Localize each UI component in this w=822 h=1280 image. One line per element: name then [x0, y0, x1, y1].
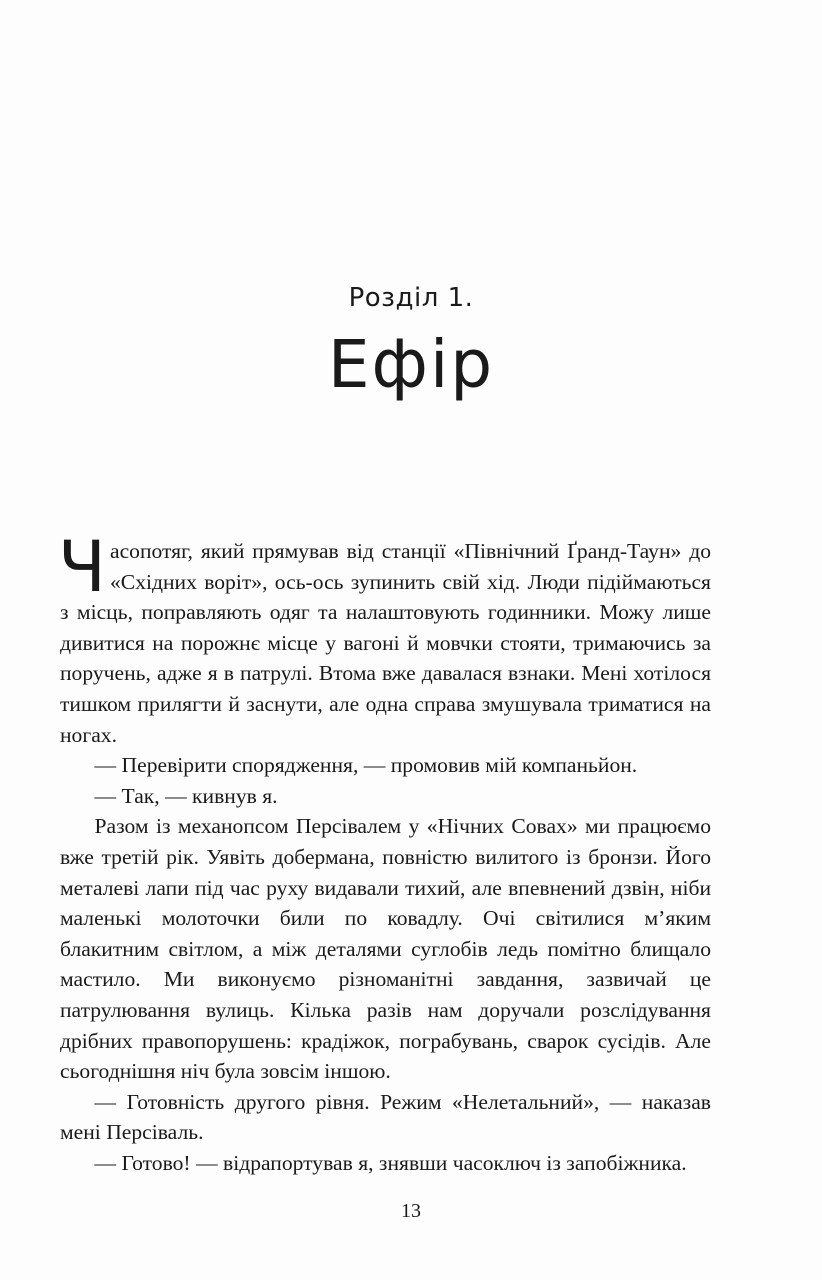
paragraph-1-text: асопотяг, який прямував від станції «Північний Ґранд-Таун» до «Східних воріт», ось-ось зупинить свій хід. Люди підіймаються з місць, поправляють одяг та налаштовують годинники. Можу лише дивитися на порожнє місце у вагоні й мовчки стояти, тримаючись за поручень, адже я в патрулі. Втома вже давалася взнаки. Мені хотілося тишком прилягти й заснути, але одна справа змушувала триматися на ногах.	[60, 539, 711, 747]
drop-cap: Ч	[58, 526, 106, 608]
chapter-body	[58, 526, 711, 1178]
paragraph-4: Разом із механопсом Персівалем у «Нічних Совах» ми працюємо вже третій рік. Уявіть добермана, повністю вилитого із бронзи. Його металеві лапи під час руху видавали тихий, але впевнений дзвін, ніби маленькі молоточки били по ковадлу. Очі світилися м’яким блакитним світлом, а між деталями суглобів ледь помітно блищало мастило. Ми виконуємо різноманітні завдання, зазвичай це патрулювання вулиць. Кілька разів нам доручали розслідування дрібних правопорушень: крадіжок, пограбувань, сварок сусідів. Але сьогоднішня ніч була зовсім іншою.	[60, 814, 711, 1084]
paragraph-6: — Готово! — відрапортував я, знявши часоключ із запобіжника.	[94, 1150, 687, 1175]
paragraph-5: — Готовність другого рівня. Режим «Нелетальний», — наказав мені Персіваль.	[60, 1089, 711, 1145]
page-number: 13	[401, 1200, 421, 1222]
paragraph-3: — Так, — кивнув я.	[94, 783, 278, 808]
chapter-label: Розділ 1.	[348, 283, 474, 313]
chapter-title: Ефір	[327, 326, 495, 403]
paragraph-1	[58, 526, 711, 750]
paragraph-2: — Перевірити спорядження, — промовив мій компаньйон.	[94, 753, 638, 778]
